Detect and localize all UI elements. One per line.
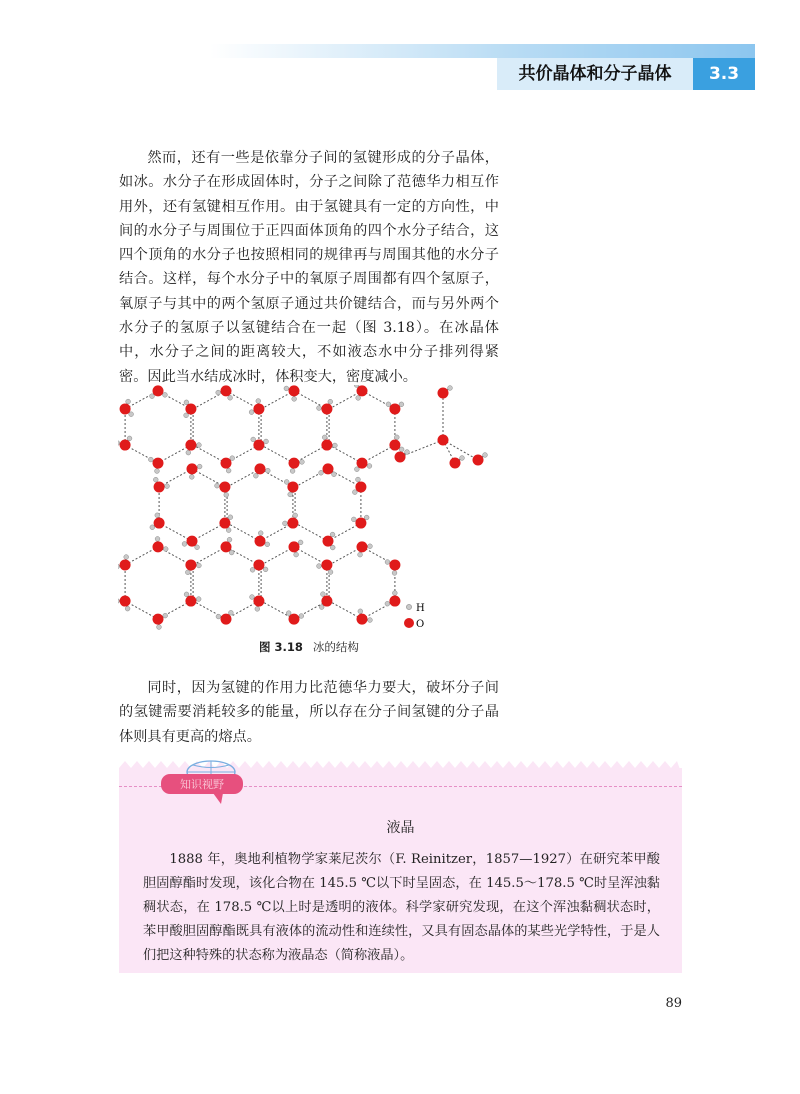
oxygen-atom xyxy=(154,518,165,529)
hydrogen-atom xyxy=(196,563,201,568)
hydrogen-atom xyxy=(127,436,132,441)
hydrogen-atom xyxy=(258,531,263,536)
oxygen-atom xyxy=(323,463,334,474)
oxygen-atom xyxy=(221,541,232,552)
hydrogen-atom xyxy=(368,544,373,549)
hydrogen-atom xyxy=(226,468,231,473)
oxygen-atom xyxy=(389,440,400,451)
oxygen-atom xyxy=(321,596,332,607)
hydrogen-atom xyxy=(163,392,168,397)
hydrogen-atom xyxy=(483,453,488,458)
hydrogen-bond-line xyxy=(261,547,294,565)
hydrogen-atom xyxy=(392,591,397,596)
hydrogen-atom xyxy=(317,564,322,569)
oxygen-atom xyxy=(395,452,406,463)
hydrogen-atom xyxy=(322,435,327,440)
hydrogen-atom xyxy=(283,521,288,526)
oxygen-atom xyxy=(357,614,368,625)
hydrogen-atom xyxy=(153,477,158,482)
hydrogen-bond-line xyxy=(227,523,260,541)
hydrogen-atom xyxy=(255,606,260,611)
hydrogen-atom xyxy=(251,437,256,442)
hydrogen-atom xyxy=(368,618,373,623)
hydrogen-atom xyxy=(351,517,356,522)
section-title: 共价晶体和分子晶体 xyxy=(497,58,693,90)
hydrogen-atom xyxy=(292,396,297,401)
hydrogen-atom xyxy=(328,570,333,575)
hydrogen-atom xyxy=(189,474,194,479)
hydrogen-bond-line xyxy=(294,547,327,565)
oxygen-atom xyxy=(221,614,232,625)
hydrogen-atom xyxy=(328,399,333,404)
hydrogen-atom xyxy=(250,595,255,600)
hydrogen-atom xyxy=(184,413,189,418)
hydrogen-atom xyxy=(394,435,399,440)
hydrogen-atom xyxy=(150,394,155,399)
hydrogen-atom xyxy=(150,525,155,530)
hydrogen-atom xyxy=(250,567,255,572)
oxygen-atom xyxy=(185,559,196,570)
info-box-liquid-crystal xyxy=(119,768,682,973)
hydrogen-atom xyxy=(298,540,303,545)
hydrogen-atom xyxy=(358,609,363,614)
hydrogen-bond-line xyxy=(193,445,226,463)
hydrogen-atom xyxy=(185,570,190,575)
hydrogen-atom xyxy=(118,599,119,604)
oxygen-atom xyxy=(357,458,368,469)
hydrogen-atom xyxy=(392,571,397,576)
oxygen-atom xyxy=(120,559,131,570)
oxygen-atom xyxy=(357,541,368,552)
hydrogen-atom xyxy=(216,614,221,619)
oxygen-atom xyxy=(154,481,165,492)
header-gradient-strip xyxy=(210,44,755,58)
oxygen-atom xyxy=(287,481,298,492)
hydrogen-atom xyxy=(265,542,270,547)
hydrogen-atom xyxy=(286,611,291,616)
legend-h-label: H xyxy=(416,603,425,614)
hydrogen-atom xyxy=(157,625,162,630)
hydrogen-atom xyxy=(352,490,357,495)
section-header xyxy=(497,58,755,90)
hydrogen-bond-line xyxy=(261,445,294,463)
hydrogen-atom xyxy=(293,513,298,518)
oxygen-atom xyxy=(355,481,366,492)
oxygen-atom xyxy=(221,458,232,469)
hydrogen-atom xyxy=(165,484,170,489)
legend xyxy=(404,603,425,630)
hydrogen-atom xyxy=(215,483,220,488)
hydrogen-atom xyxy=(196,597,201,602)
figure-label: 图 3.18 xyxy=(259,640,303,654)
oxygen-atom xyxy=(255,536,266,547)
oxygen-atom xyxy=(221,385,232,396)
info-box-title: 液晶 xyxy=(386,820,415,836)
hydrogen-bond-line xyxy=(158,547,191,565)
hydrogen-bond-line xyxy=(261,601,294,619)
hydrogen-atom xyxy=(460,456,465,461)
hydrogen-bond-line xyxy=(226,601,259,619)
ice-structure-figure xyxy=(118,385,498,635)
legend-o-marker xyxy=(404,618,414,628)
hydrogen-atom xyxy=(118,564,120,569)
oxygen-atom xyxy=(438,388,449,399)
hydrogen-bond-line xyxy=(329,601,362,619)
hydrogen-atom xyxy=(320,592,325,597)
hydrogen-bond-line xyxy=(125,547,158,565)
hydrogen-bond-line xyxy=(158,445,191,463)
hydrogen-atom xyxy=(226,528,231,533)
hydrogen-atom xyxy=(299,614,304,619)
hydrogen-atom xyxy=(118,441,120,446)
oxygen-atom xyxy=(389,403,400,414)
hydrogen-atom xyxy=(155,513,160,518)
oxygen-atom xyxy=(219,518,230,529)
hydrogen-atom xyxy=(186,450,191,455)
oxygen-atom xyxy=(287,518,298,529)
hydrogen-atom xyxy=(125,606,130,611)
hydrogen-atom xyxy=(364,515,369,520)
hydrogen-bond-line xyxy=(159,469,192,487)
hydrogen-atom xyxy=(228,610,233,615)
oxygen-atom xyxy=(153,614,164,625)
hydrogen-atom xyxy=(358,552,363,557)
oxygen-atom xyxy=(219,481,230,492)
oxygen-atom xyxy=(185,403,196,414)
tag-label: 知识视野 xyxy=(180,778,224,791)
hydrogen-atom xyxy=(184,400,189,405)
hydrogen-atom xyxy=(319,470,324,475)
hydrogen-bond-line xyxy=(159,523,192,541)
hydrogen-atom xyxy=(228,515,233,520)
hydrogen-atom xyxy=(229,550,234,555)
hydrogen-atom xyxy=(356,477,361,482)
hydrogen-bond-line xyxy=(125,601,158,619)
hydrogen-atom xyxy=(264,439,269,444)
oxygen-atom xyxy=(120,596,131,607)
hydrogen-bond-line xyxy=(226,547,259,565)
oxygen-atom xyxy=(289,541,300,552)
oxygen-atom xyxy=(153,385,164,396)
hydrogen-atom xyxy=(284,480,289,485)
hydrogen-atom xyxy=(386,402,391,407)
legend-h-marker xyxy=(406,604,411,609)
paragraph-melting-point: 同时，因为氢键的作用力比范德华力要大，破坏分子间的氢键需要消耗较多的能量，所以存在分子间氢键的分子晶体则具有更高的熔点。 xyxy=(119,680,499,745)
oxygen-atom xyxy=(153,458,164,469)
oxygen-atom xyxy=(357,385,368,396)
hydrogen-atom xyxy=(253,473,258,478)
hydrogen-atom xyxy=(129,412,134,417)
hydrogen-atom xyxy=(195,545,200,550)
hydrogen-atom xyxy=(227,537,232,542)
hydrogen-atom xyxy=(126,399,131,404)
hydrogen-bond-line xyxy=(294,391,327,409)
oxygen-atom xyxy=(153,541,164,552)
oxygen-atom xyxy=(389,559,400,570)
hydrogen-atom xyxy=(182,541,187,546)
hydrogen-atom xyxy=(148,457,153,462)
hydrogen-atom xyxy=(224,492,229,497)
hydrogen-atom xyxy=(228,395,233,400)
hydrogen-atom xyxy=(399,402,404,407)
knowledge-tag xyxy=(159,760,251,810)
hydrogen-atom xyxy=(184,592,189,597)
oxygen-atom xyxy=(289,458,300,469)
hydrogen-bond-line xyxy=(294,445,327,463)
hydrogen-atom xyxy=(197,443,202,448)
oxygen-atom xyxy=(438,435,449,446)
hydrogen-atom xyxy=(230,456,235,461)
oxygen-atom xyxy=(120,403,131,414)
oxygen-atom xyxy=(255,463,266,474)
hydrogen-atom xyxy=(263,567,268,572)
hydrogen-atom xyxy=(354,467,359,472)
hydrogen-atom xyxy=(332,472,337,477)
oxygen-atom xyxy=(253,559,264,570)
hydrogen-atom xyxy=(317,406,322,411)
hydrogen-atom xyxy=(290,469,295,474)
hydrogen-atom xyxy=(288,492,293,497)
hydrogen-atom xyxy=(330,532,335,537)
oxygen-atom xyxy=(321,403,332,414)
oxygen-atom xyxy=(253,596,264,607)
legend-o-label: O xyxy=(416,619,425,630)
hydrogen-bond-line xyxy=(193,391,226,409)
hydrogen-atom xyxy=(197,464,202,469)
hydrogen-atom xyxy=(356,396,361,401)
info-box-text: 1888 年，奥地利植物学家莱尼茨尔（F. Reinitzer，1857—1927）在研究苯甲酸胆固醇酯时发现，该化合物在 145.5 ℃以下时呈固态，在 145.5～178.5 ℃时呈浑浊黏稠状态，在 178.5 ℃以上时是透明的液体。科学家研究发现，在这个浑浊黏稠状态时，苯甲酸胆固醇酯既具有液体的流动性和连续性，又具有固态晶体的某些光学特性，于是人们把这种特殊的状态称为液晶态（简称液晶）。 xyxy=(143,852,660,963)
hydrogen-bond-line xyxy=(260,523,293,541)
hydrogen-atom xyxy=(155,469,160,474)
hydrogen-bond-line xyxy=(192,469,225,487)
hydrogen-atom xyxy=(155,537,160,542)
oxygen-atom xyxy=(321,559,332,570)
oxygen-atom xyxy=(289,614,300,625)
hydrogen-atom xyxy=(367,464,372,469)
hydrogen-atom xyxy=(300,460,305,465)
oxygen-atom xyxy=(323,536,334,547)
hydrogen-atom xyxy=(216,390,221,395)
hydrogen-atom xyxy=(385,560,390,565)
oxygen-atom xyxy=(187,463,198,474)
hydrogen-atom xyxy=(249,410,254,415)
oxygen-atom xyxy=(289,385,300,396)
oxygen-atom xyxy=(321,440,332,451)
hydrogen-atom xyxy=(294,552,299,557)
oxygen-atom xyxy=(187,536,198,547)
hydrogen-atom xyxy=(265,468,270,473)
hydrogen-atom xyxy=(399,447,404,452)
oxygen-atom xyxy=(253,403,264,414)
hydrogen-bond-line xyxy=(261,391,294,409)
hydrogen-atom xyxy=(256,399,261,404)
paragraph-hydrogen-bond: 然而，还有一些是依靠分子间的氢键形成的分子晶体，如冰。水分子在形成固体时，分子之间除了范德华力相互作用外，还有氢键相互作用。由于氢键具有一定的方向性，中间的水分子与周围位于正四面体顶角的四个水分子结合，这四个顶角的水分子也按照相同的规律再与周围其他的水分子结合。这样，每个水分子中的氧原子周围都有四个氢原子，氧原子与其中的两个氢原子通过共价键结合，而与另外两个水分子的氢原子以氢键结合在一起（图 3.18）。在冰晶体中，水分子之间的距离较大，不如液态水中分子排列得紧密。因此当水结成冰时，体积变大，密度减小。 xyxy=(119,150,499,385)
hydrogen-atom xyxy=(319,605,324,610)
hydrogen-atom xyxy=(448,386,453,391)
oxygen-atom xyxy=(185,440,196,451)
hydrogen-bond-line xyxy=(192,523,225,541)
page-number: 89 xyxy=(665,996,682,1011)
figure-caption xyxy=(119,639,499,655)
hydrogen-atom xyxy=(385,601,390,606)
hydrogen-bond-line xyxy=(362,445,395,463)
oxygen-atom xyxy=(120,440,131,451)
hydrogen-atom xyxy=(330,545,335,550)
hydrogen-atom xyxy=(405,450,410,455)
oxygen-atom xyxy=(389,596,400,607)
oxygen-atom xyxy=(355,518,366,529)
oxygen-atom xyxy=(185,596,196,607)
section-number: 3.3 xyxy=(693,58,755,90)
hydrogen-atom xyxy=(163,613,168,618)
hydrogen-atom xyxy=(284,386,289,391)
oxygen-atom xyxy=(450,458,461,469)
oxygen-atom xyxy=(253,440,264,451)
ice-lattice-diagram xyxy=(118,385,498,635)
hydrogen-atom xyxy=(163,547,168,552)
figure-caption-text: 冰的结构 xyxy=(312,640,359,654)
oxygen-atom xyxy=(473,455,484,466)
hydrogen-atom xyxy=(124,555,129,560)
hydrogen-bond-line xyxy=(295,523,328,541)
hydrogen-atom xyxy=(332,443,337,448)
